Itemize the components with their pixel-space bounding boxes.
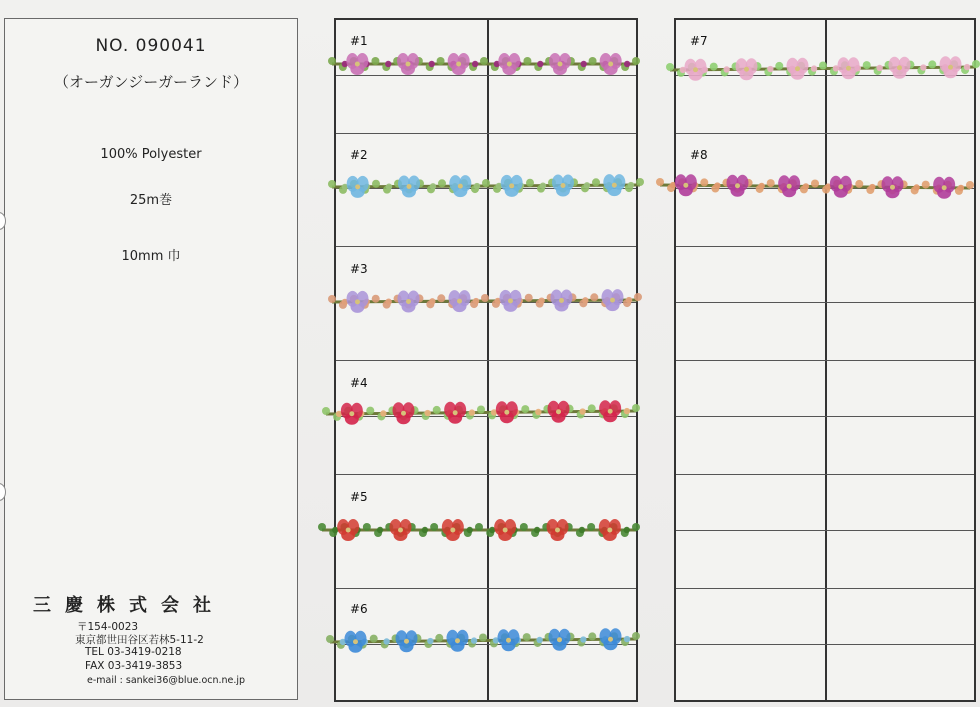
trim-garland [328, 289, 642, 313]
sample-label: #1 [350, 34, 368, 48]
trim-bud [383, 638, 389, 644]
roll-length-text: 25m巻 [129, 193, 173, 208]
trim-flower [442, 519, 464, 541]
trim-flower [552, 175, 574, 197]
trim-flower [494, 519, 516, 541]
trim-bud [472, 61, 478, 67]
trim-flower [496, 401, 518, 423]
trim-flower [603, 174, 625, 196]
trim-bud [758, 183, 764, 189]
trim-leaf [811, 180, 819, 188]
trim-bud [429, 61, 435, 67]
trim-leaf [666, 63, 674, 71]
trim-flower [347, 291, 369, 313]
trim-bud [471, 637, 477, 643]
trim-bud [767, 66, 773, 72]
trim-bud [628, 182, 634, 188]
trim-leaf [710, 63, 718, 71]
trim-bud [429, 298, 435, 304]
trim-bud [876, 65, 882, 71]
trim-bud [811, 65, 817, 71]
trim-bud [537, 61, 543, 67]
trim-leaf [328, 295, 336, 303]
trim-flower [600, 628, 622, 650]
trim-bud [714, 182, 720, 188]
trim-leaf [363, 523, 371, 531]
trim-leaf [632, 57, 640, 65]
trim-leaf [437, 294, 445, 302]
trim-leaf [928, 60, 936, 68]
trim-leaf [589, 57, 597, 65]
trim-flower [390, 519, 412, 541]
trim-bud [581, 61, 587, 67]
trim-leaf [438, 179, 446, 187]
sample-label: #4 [350, 376, 368, 390]
width-text: 10mm 巾 [121, 249, 181, 264]
sample-label: #6 [350, 602, 368, 616]
trim-leaf [371, 57, 379, 65]
trim-flower [449, 290, 471, 312]
trim-leaf [588, 404, 596, 412]
trim-flower [444, 402, 466, 424]
trim-bud [386, 183, 392, 189]
trim-bud [584, 182, 590, 188]
trim-leaf [481, 294, 489, 302]
trim-leaf [636, 178, 644, 186]
trim-leaf [372, 295, 380, 303]
trim-leaf [632, 523, 640, 531]
trim-bud [624, 61, 630, 67]
trim-leaf [972, 60, 980, 68]
trim-bud [579, 408, 585, 414]
trim-leaf [632, 404, 640, 412]
trim-bud [535, 409, 541, 415]
trim-leaf [767, 179, 775, 187]
trim-bud [380, 410, 386, 416]
trim-leaf [520, 523, 528, 531]
trim-bud [580, 636, 586, 642]
trim-garland [328, 174, 644, 198]
trim-flower [838, 57, 860, 79]
trim-leaf [819, 62, 827, 70]
trim-flower [398, 176, 420, 198]
trim-bud [424, 410, 430, 416]
trim-leaf [437, 57, 445, 65]
trim-flower [337, 519, 359, 541]
trim-leaf [525, 294, 533, 302]
trim-bud [385, 298, 391, 304]
trim-flower [498, 629, 520, 651]
trim-bud [377, 527, 383, 533]
trim-leaf [521, 405, 529, 413]
trim-bud [579, 527, 585, 533]
trim-flower [600, 53, 622, 75]
trim-leaf [366, 407, 374, 415]
trim-bud [920, 64, 926, 70]
trim-garland [322, 400, 640, 425]
trim-flower [398, 291, 420, 313]
trim-flower [685, 59, 707, 81]
trim-flower [341, 403, 363, 425]
trim-flower [397, 53, 419, 75]
trim-leaf [855, 180, 863, 188]
product-number: NO. 090041 [95, 36, 207, 56]
tel: TEL 03-3419-0218 [85, 646, 182, 658]
trim-bud [467, 527, 473, 533]
trim-flower [498, 53, 520, 75]
trim-bud [430, 183, 436, 189]
trim-flower [448, 53, 470, 75]
trim-flower [830, 176, 852, 198]
trim-leaf [482, 179, 490, 187]
trim-leaf [592, 178, 600, 186]
trim-flower [778, 175, 800, 197]
trim-garland [666, 56, 980, 81]
trim-flower [549, 629, 571, 651]
trim-leaf [322, 407, 330, 415]
trim-flower [727, 175, 749, 197]
trim-leaf [372, 180, 380, 188]
trim-flower [449, 175, 471, 197]
trim-flower [549, 53, 571, 75]
trim-bud [869, 184, 875, 190]
trim-bud [964, 64, 970, 70]
trim-leaf [590, 293, 598, 301]
address: 東京都世田谷区若林5-11-2 [75, 634, 204, 646]
trim-leaf [526, 179, 534, 187]
trim-leaf [475, 523, 483, 531]
trim-leaf [435, 634, 443, 642]
trim-leaf [326, 635, 334, 643]
trim-leaf [700, 178, 708, 186]
trim-flower [347, 176, 369, 198]
email: e-mail : sankei36@blue.ocn.ne.jp [87, 675, 246, 686]
trim-bud [540, 182, 546, 188]
trim-flower [547, 519, 569, 541]
trim-leaf [318, 523, 326, 531]
trim-flower [396, 630, 418, 652]
trim-flower [889, 57, 911, 79]
trim-bud [474, 183, 480, 189]
sample-label: #5 [350, 490, 368, 504]
trim-garland [328, 53, 640, 75]
trim-bud [624, 636, 630, 642]
trim-leaf [370, 635, 378, 643]
fax: FAX 03-3419-3853 [85, 660, 183, 672]
trim-bud [958, 185, 964, 191]
trim-flower [548, 401, 570, 423]
trim-flower [501, 175, 523, 197]
trim-leaf [775, 62, 783, 70]
postal-code: 〒154-0023 [77, 621, 139, 633]
trim-leaf [656, 178, 664, 186]
trim-flower [447, 630, 469, 652]
trim-flower [345, 631, 367, 653]
trim-leaf [863, 61, 871, 69]
trim-leaf [328, 57, 336, 65]
trim-leaf [328, 180, 336, 188]
trim-bud [582, 297, 588, 303]
trim-leaf [479, 634, 487, 642]
trim-bud [626, 297, 632, 303]
trim-leaf [588, 632, 596, 640]
trim-flower [393, 402, 415, 424]
trim-leaf [480, 57, 488, 65]
sample-label: #7 [690, 34, 708, 48]
trim-garland [656, 174, 974, 199]
trim-bud [427, 638, 433, 644]
trim-bud [624, 408, 630, 414]
sample-label: #8 [690, 148, 708, 162]
trim-flower [500, 290, 522, 312]
material-text: 100% Polyester [100, 147, 202, 162]
trim-flower [346, 53, 368, 75]
trim-bud [469, 409, 475, 415]
sample-label: #3 [350, 262, 368, 276]
trim-leaf [587, 523, 595, 531]
trim-flower [736, 58, 758, 80]
trim-leaf [966, 181, 974, 189]
trim-bud [473, 298, 479, 304]
trim-bud [723, 66, 729, 72]
trim-bud [536, 637, 542, 643]
trim-flower [551, 290, 573, 312]
trim-bud [534, 527, 540, 533]
trim-bud [422, 527, 428, 533]
company-name: 三慶株式会社 [33, 595, 225, 616]
trim-leaf [477, 406, 485, 414]
product-name: （オーガンジーガーランド） [53, 73, 249, 91]
trim-flower [940, 56, 962, 78]
trim-flower [602, 289, 624, 311]
trim-leaf [523, 57, 531, 65]
trim-leaf [430, 523, 438, 531]
trim-garland [318, 519, 640, 541]
trim-flower [882, 176, 904, 198]
trim-bud [538, 297, 544, 303]
sample-label: #2 [350, 148, 368, 162]
trim-leaf [433, 406, 441, 414]
trim-leaf [922, 181, 930, 189]
trim-flower [933, 177, 955, 199]
trim-bud [385, 61, 391, 67]
trim-leaf [634, 293, 642, 301]
trim-leaf [632, 632, 640, 640]
trim-garland [326, 628, 640, 653]
trim-bud [803, 183, 809, 189]
trim-leaf [523, 633, 531, 641]
trim-bud [624, 527, 630, 533]
trim-flower [787, 58, 809, 80]
trim-flower [675, 174, 697, 196]
trim-flower [599, 519, 621, 541]
trim-bud [913, 184, 919, 190]
trim-flower [599, 400, 621, 422]
